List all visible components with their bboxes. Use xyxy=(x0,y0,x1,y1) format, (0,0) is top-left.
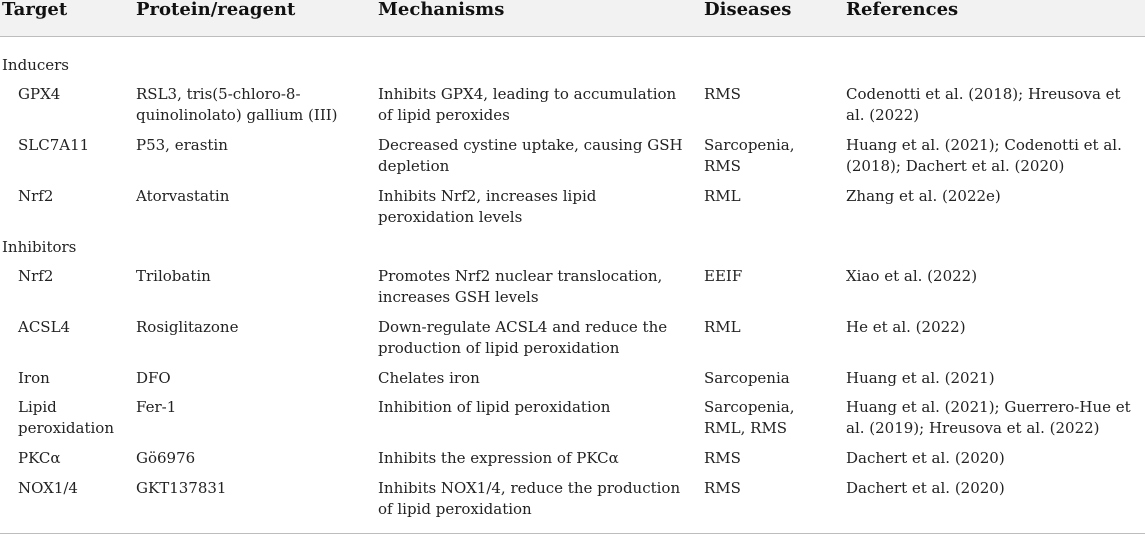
cell-mechanism: Down-regulate ACSL4 and reduce the production of lipid peroxidation xyxy=(378,318,668,357)
cell-mechanism: Decreased cystine uptake, causing GSH depletion xyxy=(378,136,683,175)
cell-reference: Xiao et al. (2022) xyxy=(846,267,978,285)
cell-target: Lipid peroxidation xyxy=(18,398,114,437)
cell-disease: Sarcopenia xyxy=(704,369,790,387)
cell-target: SLC7A11 xyxy=(18,136,90,154)
cell-disease: EEIF xyxy=(704,267,743,285)
cell-protein: DFO xyxy=(136,369,171,387)
cell-mechanism: Inhibits Nrf2, increases lipid peroxidation levels xyxy=(378,187,597,226)
cell-protein: Fer-1 xyxy=(136,398,177,416)
cell-target: PKCα xyxy=(18,449,61,467)
cell-target: Nrf2 xyxy=(18,267,54,285)
cell-protein: RSL3, tris(5-chloro-8-quinolinolato) gallium (III) xyxy=(136,85,338,124)
cell-target: ACSL4 xyxy=(18,318,71,336)
cell-disease: RMS xyxy=(704,85,741,103)
cell-reference: He et al. (2022) xyxy=(846,318,966,336)
cell-mechanism: Inhibits the expression of PKCα xyxy=(378,449,619,467)
cell-disease: Sarcopenia, RMS xyxy=(704,136,795,175)
cell-reference: Codenotti et al. (2018); Hreusova et al. (2022) xyxy=(846,85,1121,124)
header-mechanisms: Mechanisms xyxy=(378,0,505,20)
section-inhibitors: Inhibitors xyxy=(2,238,77,256)
cell-target: Nrf2 xyxy=(18,187,54,205)
cell-reference: Dachert et al. (2020) xyxy=(846,449,1005,467)
cell-protein: P53, erastin xyxy=(136,136,228,154)
bottom-rule xyxy=(0,533,1145,534)
cell-protein: GKT137831 xyxy=(136,479,227,497)
cell-target: Iron xyxy=(18,369,50,387)
cell-disease: RML xyxy=(704,318,741,336)
cell-reference: Huang et al. (2021) xyxy=(846,369,995,387)
cell-reference: Dachert et al. (2020) xyxy=(846,479,1005,497)
cell-mechanism: Inhibition of lipid peroxidation xyxy=(378,398,611,416)
cell-target: NOX1/4 xyxy=(18,479,78,497)
header-target: Target xyxy=(2,0,68,20)
cell-mechanism: Chelates iron xyxy=(378,369,480,387)
table-header xyxy=(0,0,1145,37)
cell-reference: Zhang et al. (2022e) xyxy=(846,187,1001,205)
cell-protein: Rosiglitazone xyxy=(136,318,239,336)
cell-disease: RMS xyxy=(704,449,741,467)
cell-target: GPX4 xyxy=(18,85,61,103)
cell-protein: Gö6976 xyxy=(136,449,196,467)
cell-reference: Huang et al. (2021); Codenotti et al. (2018); Dachert et al. (2020) xyxy=(846,136,1122,175)
cell-protein: Atorvastatin xyxy=(136,187,230,205)
header-references: References xyxy=(846,0,959,20)
cell-protein: Trilobatin xyxy=(136,267,211,285)
cell-mechanism: Promotes Nrf2 nuclear translocation, increases GSH levels xyxy=(378,267,663,306)
cell-reference: Huang et al. (2021); Guerrero-Hue et al. (2019); Hreusova et al. (2022) xyxy=(846,398,1131,437)
section-inducers: Inducers xyxy=(2,56,69,74)
cell-disease: Sarcopenia, RML, RMS xyxy=(704,398,795,437)
cell-disease: RML xyxy=(704,187,741,205)
header-protein: Protein/reagent xyxy=(136,0,296,20)
header-diseases: Diseases xyxy=(704,0,792,20)
cell-mechanism: Inhibits NOX1/4, reduce the production of lipid peroxidation xyxy=(378,479,681,518)
cell-mechanism: Inhibits GPX4, leading to accumulation of lipid peroxides xyxy=(378,85,677,124)
cell-disease: RMS xyxy=(704,479,741,497)
